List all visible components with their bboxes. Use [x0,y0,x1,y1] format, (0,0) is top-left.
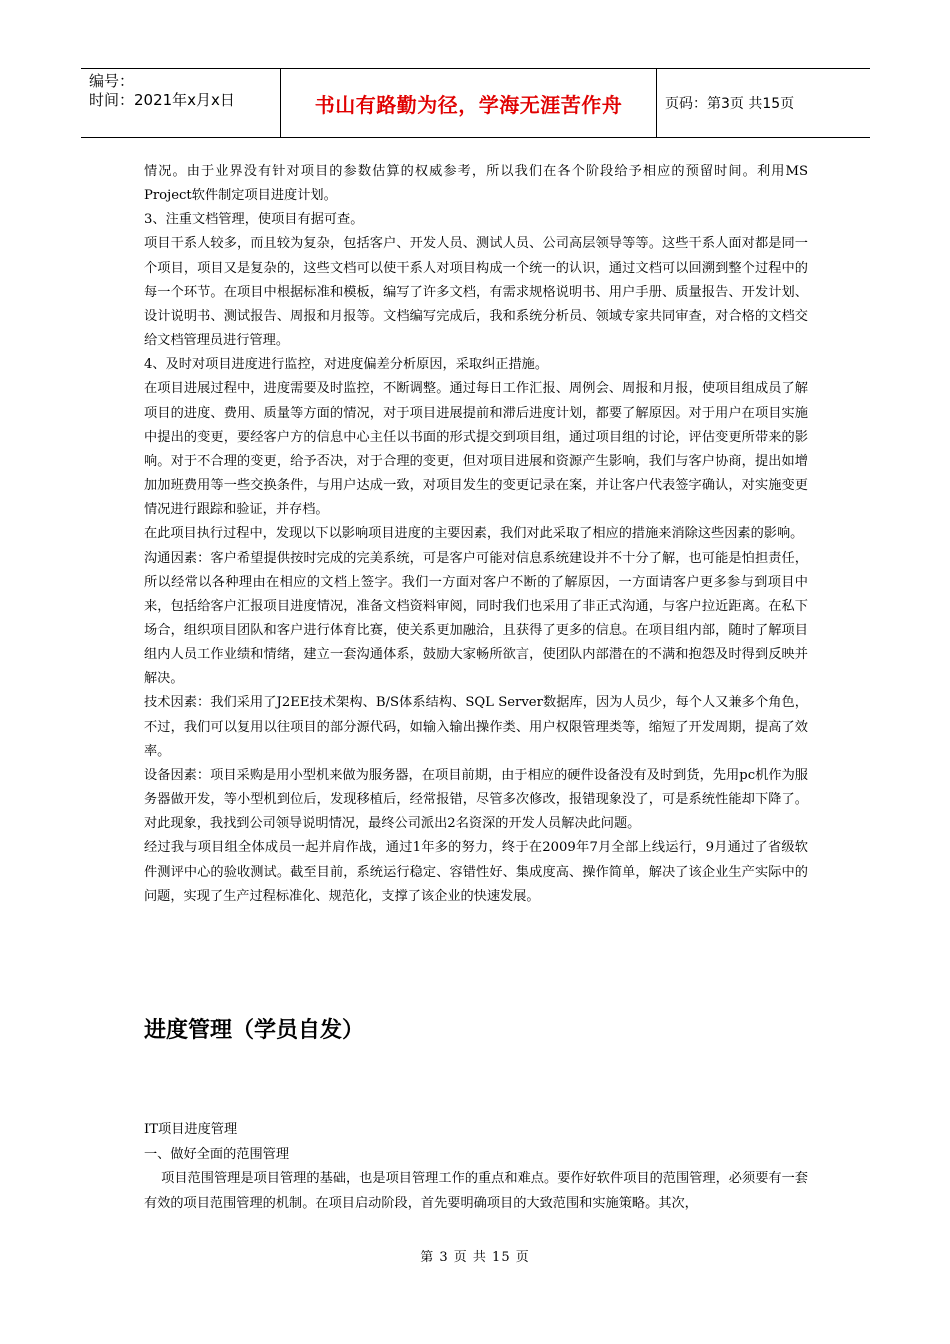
body-paragraph: 技术因素：我们采用了J2EE技术架构、B/S体系结构、SQL Server数据库，因为人员少，每个人又兼多个角色，不过，我们可以复用以往项目的部分源代码，如输入输出操作类、用户权限管理类等，缩短了开发周期，提高了效率。 [144,695,808,759]
header-slogan: 书山有路勤为径，学海无涯苦作舟 [281,69,657,137]
section-subtitle: IT项目进度管理 [144,1122,238,1137]
document-time-label: 时间：2021年x月x日 [89,91,235,109]
header-page-number: 页码：第3页 共15页 [665,96,795,112]
body-paragraph: 4、及时对项目进度进行监控，对进度偏差分析原因，采取纠正措施。 [144,357,549,373]
section-paragraph: 项目范围管理是项目管理的基础，也是项目管理工作的重点和难点。要作好软件项目的范围管理，必须要有一套有效的项目范围管理的机制。在项目启动阶段，首先要明确项目的大致范围和实施策略。其次， [144,1171,808,1211]
body-paragraph: 3、注重文档管理，使项目有据可查。 [144,212,364,228]
header-meta [81,69,281,137]
body-paragraph: 在此项目执行过程中，发现以下以影响项目进度的主要因素，我们对此采取了相应的措施来消除这些因素的影响。 [144,526,804,542]
document-body [144,160,808,909]
body-paragraph: 设备因素：项目采购是用小型机来做为服务器，在项目前期，由于相应的硬件设备没有及时到货，先用pc机作为服务器做开发，等小型机到位后，发现移植后，经常报错，尽管多次修改，报错现象没了，可是系统性能却下降了。对此现象，我找到公司领导说明情况，最终公司派出2名资深的开发人员解决此问题。 [144,767,808,832]
body-paragraph: 经过我与项目组全体成员一起并肩作战，通过1年多的努力，终于在2009年7月全部上线运行，9月通过了省级软件测评中心的验收测试。截至目前，系统运行稳定、容错性好、集成度高、操作简单，解决了该企业生产实际中的问题，实现了生产过程标准化、规范化，支撑了该企业的快速发展。 [144,840,808,904]
document-number-label: 编号： [89,72,135,90]
section-title: 进度管理（学员自发） [144,1018,365,1043]
page-header [81,68,870,138]
body-paragraph: 在项目进展过程中，进度需要及时监控，不断调整。通过每日工作汇报、周例会、周报和月报，使项目组成员了解项目的进度、费用、质量等方面的情况，对于项目进展提前和滞后进度计划，都要了解原因。对于用户在项目实施中提出的变更，要经客户方的信息中心主任以书面的形式提交到项目组，通过项目组的讨论，评估变更所带来的影响。对于不合理的变更，给予否决，对于合理的变更，但对项目进展和资源产生影响，我们与客户协商，提出如增加加班费用等一些交换条件，与用户达成一致，对项目发生的变更记录在案，并让客户代表签字确认，对实施变更情况进行跟踪和验证，并存档。 [144,381,808,518]
page-footer: 第 3 页 共 15 页 [420,1250,530,1265]
body-paragraph: 项目干系人较多，而且较为复杂，包括客户、开发人员、测试人员、公司高层领导等等。这些干系人面对都是同一个项目，项目又是复杂的，这些文档可以使干系人对项目构成一个统一的认识，通过文档可以回溯到整个过程中的每一个环节。在项目中根据标准和模板，编写了许多文档，有需求规格说明书、用户手册、质量报告、开发计划、设计说明书、测试报告、周报和月报等。文档编写完成后，我和系统分析员、领域专家共同审查，对合格的文档交给文档管理员进行管理。 [144,236,808,349]
section-body [144,1118,808,1216]
body-paragraph: 情况。由于业界没有针对项目的参数估算的权威参考，所以我们在各个阶段给予相应的预留时间。利用MS Project软件制定项目进度计划。 [144,164,808,204]
section-item: 一、做好全面的范围管理 [144,1146,290,1162]
body-paragraph: 沟通因素：客户希望提供按时完成的完美系统，可是客户可能对信息系统建设并不十分了解，也可能是怕担责任，所以经常以各种理由在相应的文档上签字。我们一方面对客户不断的了解原因，一方面请客户更多参与到项目中来，包括给客户汇报项目进度情况，准备文档资料审阅，同时我们也采用了非正式沟通，与客户拉近距离。在私下场合，组织项目团队和客户进行体育比赛，使关系更加融洽，且获得了更多的信息。在项目组内部，随时了解项目组内人员工作业绩和情绪，建立一套沟通体系，鼓励大家畅所欲言，使团队内部潜在的不满和抱怨及时得到反映并解决。 [144,550,808,687]
